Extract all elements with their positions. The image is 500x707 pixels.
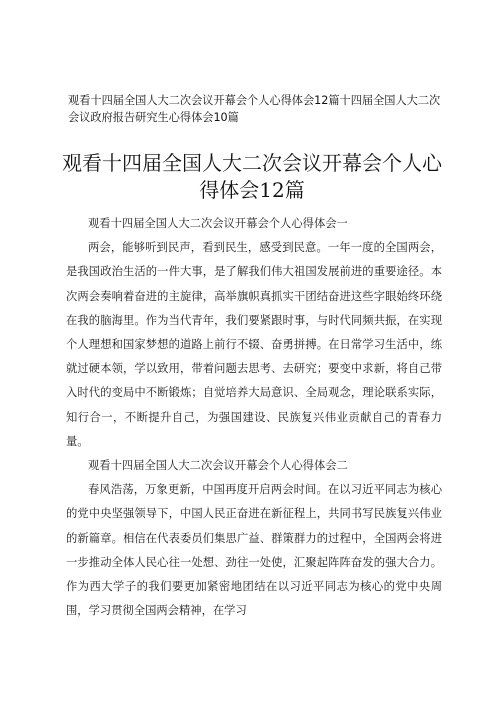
section-heading: 观看十四届全国人大二次会议开幕会个人心得体会二 [88,459,348,473]
document-title: 观看十四届全国人大二次会议开幕会个人心得体会12篇 [62,151,442,202]
document-body [66,212,442,623]
document-header-title: 观看十四届全国人大二次会议开幕会个人心得体会12篇十四届全国人大二次会议政府报告研究生心得体会10篇 [68,94,441,124]
section-paragraph: 两会，能够听到民声，看到民生，感受到民意。一年一度的全国两会，是我国政治生活的一件大事，是了解我们伟大祖国发展前进的重要途径。本次两会奏响着奋进的主旋律，高举旗帜真抓实干团结奋进这些字眼始终环绕在我的脑海里。作为当代青年，我们要紧跟时事，与时代同频共振，在实现个人理想和国家梦想的道路上前行不辍、奋勇拼搏。在日常学习生活中，练就过硬本领，学以致用，带着问题去思考、去研究；要变中求新，将自己带入时代的变局中不断锻炼；自觉培养大局意识、全局观念，理论联系实际，知行合一，不断提升自己，为强国建设、民族复兴伟业贡献自己的青春力量。 [66,241,442,448]
section-paragraph: 春风浩荡，万象更新，中国再度开启两会时间。在以习近平同志为核心的党中央坚强领导下，中国人民正奋进在新征程上，共同书写民族复兴伟业的新篇章。相信在代表委员们集思广益、群策群力的过程中，全国两会将进一步推动全体人民心往一处想、劲往一处使，汇聚起阵阵奋发的强大合力。作为西大学子的我们要更加紧密地团结在以习近平同志为核心的党中央周围，学习贯彻全国两会精神，在学习 [66,483,442,618]
section-heading: 观看十四届全国人大二次会议开幕会个人心得体会一 [88,217,348,230]
